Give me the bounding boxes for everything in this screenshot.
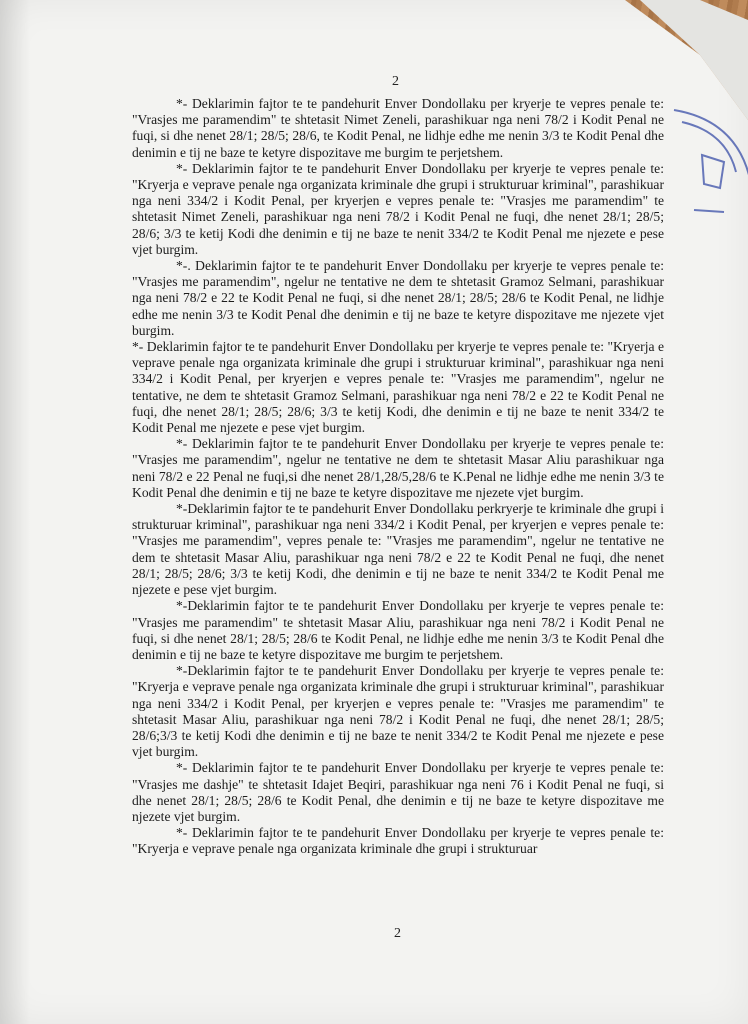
paragraph: *- Deklarimin fajtor te te pandehurit Enver Dondollaku per kryerje te vepres penale te: "Vrasjes me paramendim" te shtetasit Nimet Zeneli, parashikuar nga neni 78/2 i Kodit Penal ne fuqi, si dhe nenet 28/1; 28/5; 28/6, te Kodit Penal, ne lidhje edhe me nenin 3/3 te Kodit Penal dhe denimin e tij ne baze te ketyre dispozitave me burgim te perjetshem.	[132, 96, 664, 160]
page-binding-shadow	[0, 0, 30, 1024]
page-number-bottom: 2	[394, 926, 401, 941]
paragraph: *- Deklarimin fajtor te te pandehurit Enver Dondollaku per kryerje te vepres penale te: "Kryerja e veprave penale nga organizata kriminale dhe grupi i strukturuar kriminal", parashikuar nga neni 334/2 i Kodit Penal, per kryerjen e vepres penale te: "Vrasjes me paramendim" te shtetasit Nimet Zeneli, parashikuar nga neni 78/2 i Kodit Penal ne fuqi, dhe nenet 28/1; 28/5; 28/6; 3/3 te ketij Kodi dhe denimin e tij ne baze te nenit 334/2 te Kodit Penal me njezete e pese vjet burgim.	[132, 160, 664, 257]
paragraph: *- Deklarimin fajtor te te pandehurit Enver Dondollaku per kryerje te vepres penale te: "Vrasjes me dashje" te shtetasit Idajet Beqiri, parashikuar nga neni 76 i Kodit Penal ne fuqi, si dhe nenet 28/1; 28/5; 28/6 te Kodit Penal, dhe denimin e tij ne baze te ketyre dispozitave me njezete vjet burgim.	[132, 760, 664, 824]
page-number-top: 2	[392, 74, 399, 89]
paragraph: *- Deklarimin fajtor te te pandehurit Enver Dondollaku per kryerje te vepres penale te: "Vrasjes me paramendim", ngelur ne tentative ne dem te shtetasit Masar Aliu parashikuar nga neni 78/2 e 22 Penal ne fuqi,si dhe nenet 28/1,28/5,28/6 te K.Penal ne lidhje edhe me nenin 3/3 te Kodit Penal dhe denimin e tij ne baze te ketyre dispozitave me njezete vjet burgim.	[132, 436, 664, 500]
paragraph: *-. Deklarimin fajtor te te pandehurit Enver Dondollaku per kryerje te vepres penale te: "Vrasjes me paramendim", ngelur ne tentative ne dem te shtetasit Gramoz Selmani, parashikuar nga neni 78/2 e 22 te Kodit Penal ne fuqi, si dhe nenet 28/1; 28/5; 28/6 te Kodit Penal, ne lidhje edhe me nenin 3/3 te Kodit Penal dhe denimin e tij ne baze te ketyre dispozitave me njezete vjet burgim.	[132, 258, 664, 338]
paragraph: *- Deklarimin fajtor te te pandehurit Enver Dondollaku per kryerje te vepres penale te: "Kryerja e veprave penale nga organizata kriminale dhe grupi i strukturuar kriminal", parashikuar nga neni 334/2 i Kodit Penal, per kryerjen e vepres penale te: "Vrasjes me paramendim", ngelur ne tentative, ne dem te shtetasit Gramoz Selmani, parashikuar nga neni 78/2 e 22 te Kodit Penal ne fuqi, dhe nenet 28/1; 28/5; 28/6; 3/3 te ketij Kodi, dhe denimin e tij ne baze te nenit 334/2 te Kodit Penal me njezete e pese vjet burgim.	[132, 339, 664, 436]
official-stamp-icon	[664, 100, 748, 230]
document-body	[132, 96, 664, 858]
paragraph: *-Deklarimin fajtor te te pandehurit Enver Dondollaku per kryerje te vepres penale te: "Kryerja e veprave penale nga organizata kriminale dhe grupi i strukturuar kriminal", parashikuar nga neni 334/2 i Kodit Penal, per kryerjen e vepres penale te: "Vrasjes me paramendim" te shtetasit Masar Aliu, parashikuar nga neni 78/2 i Kodit Penal ne fuqi, dhe nenet 28/1; 28/5; 28/6;3/3 te ketij Kodi dhe denimin e tij ne baze te nenit 334/2 te Kodit Penal me njezete e pese vjet burgim.	[132, 663, 664, 760]
paragraph: *- Deklarimin fajtor te te pandehurit Enver Dondollaku per kryerje te vepres penale te: "Kryerja e veprave penale nga organizata kriminale dhe grupi i strukturuar	[132, 825, 664, 857]
paragraph: *-Deklarimin fajtor te te pandehurit Enver Dondollaku per kryerje te vepres penale te: "Vrasjes me paramendim" te shtetasit Masar Aliu, parashikuar nga neni 78/2 i Kodit Penal ne fuqi, si dhe nenet 28/1; 28/5; 28/6 te Kodit Penal, ne lidhje edhe me nenin 3/3 te Kodit Penal dhe denimin e tij ne baze te ketyre dispozitave me burgim te perjetshem.	[132, 598, 664, 662]
paragraph: *-Deklarimin fajtor te te pandehurit Enver Dondollaku perkryerje te kriminale dhe grupi i strukturuar kriminal", parashikuar nga neni 334/2 i Kodit Penal, per kryerjen e vepres penale te: "Vrasjes me paramendim", vepres penale te: "Vrasjes me paramendim", ngelur ne tentative ne dem te shtetasit Masar Aliu, parashikuar nga neni 78/2 e 22 te Kodit Penal ne fuqi, dhe nenet 28/1; 28/5; 28/6; 3/3 te ketij Kodi, dhe denimin e tij ne baze te nenit 334/2 te Kodit Penal me njezete e pese vjet burgim.	[132, 501, 664, 598]
